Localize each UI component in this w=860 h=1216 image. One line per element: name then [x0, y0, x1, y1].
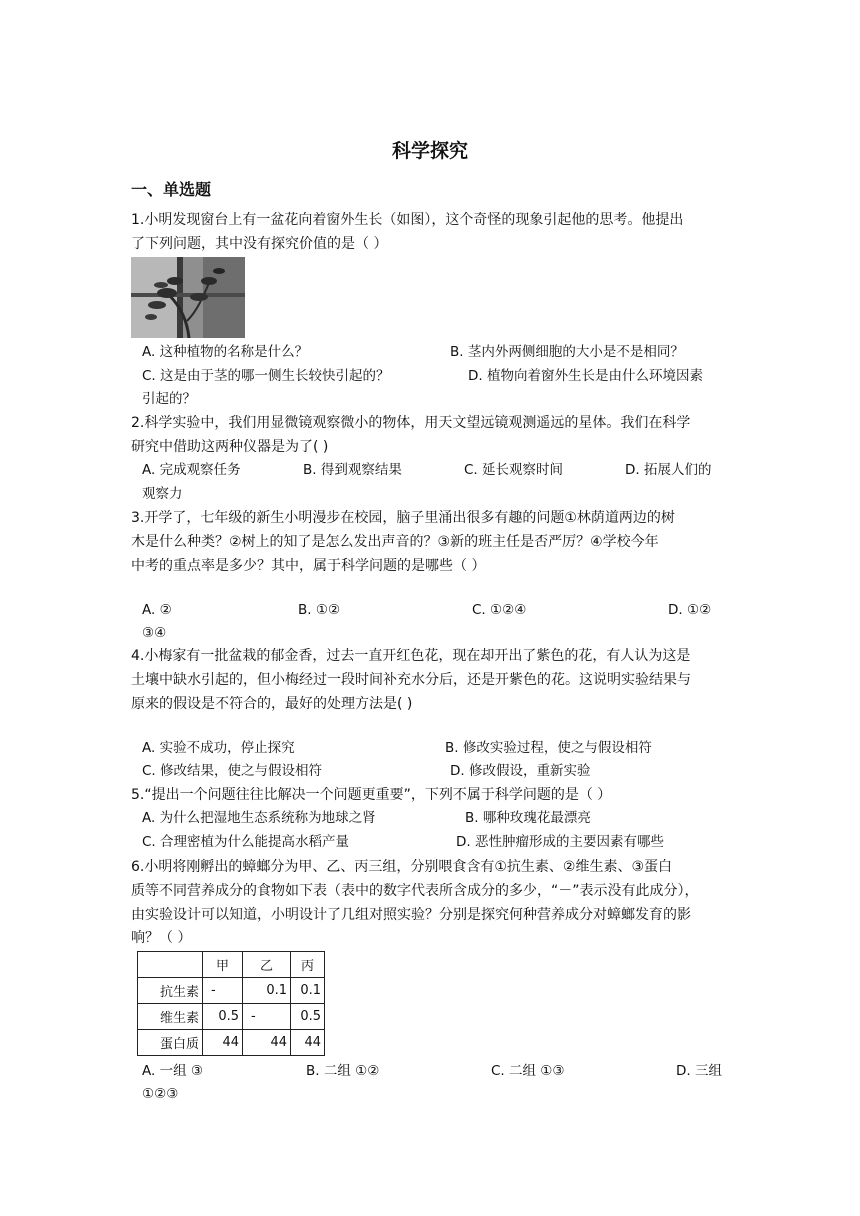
q2-option-c[interactable]: C. 延长观察时间 — [464, 462, 564, 478]
q3-stem-line2: 木是什么种类？②树上的知了是怎么发出声音的？③新的班主任是否严厉？④学校今年 — [131, 534, 659, 550]
q3-stem-line1: 3.开学了，七年级的新生小明漫步在校园，脑子里涌出很多有趣的问题①林荫道两边的树 — [131, 510, 675, 526]
table-row — [138, 1004, 325, 1030]
q5-option-c[interactable]: C. 合理密植为什么能提高水稻产量 — [142, 834, 350, 850]
table-header-row — [138, 952, 325, 978]
table-cell: 0.5 — [291, 1004, 325, 1030]
table-cell: 44 — [203, 1030, 243, 1056]
q2-option-d[interactable]: D. 拓展人们的 — [625, 462, 712, 478]
q3-option-d[interactable]: D. ①② — [668, 602, 712, 618]
section-heading: 一、单选题 — [131, 180, 212, 199]
table-cell: 蛋白质 — [138, 1030, 203, 1056]
table-cell: 0.1 — [291, 978, 325, 1004]
q4-stem-line2: 土壤中缺水引起的，但小梅经过一段时间补充水分后，还是开紫色的花。这说明实验结果与 — [131, 672, 691, 688]
q2-option-b[interactable]: B. 得到观察结果 — [303, 462, 402, 478]
table-header-cell: 甲 — [203, 952, 243, 978]
q4-stem-line3: 原来的假设是不符合的，最好的处理方法是( ) — [131, 696, 413, 712]
q6-stem-line2: 质等不同营养成分的食物如下表（表中的数字代表所含成分的多少，“－”表示没有此成分）， — [131, 883, 699, 899]
q4-option-b[interactable]: B. 修改实验过程，使之与假设相符 — [445, 740, 652, 756]
q6-option-a[interactable]: A. 一组 ③ — [142, 1063, 203, 1079]
q4-option-c[interactable]: C. 修改结果，使之与假设相符 — [142, 763, 323, 779]
q6-option-d[interactable]: D. 三组 — [676, 1063, 722, 1079]
table-row — [138, 1030, 325, 1056]
q1-stem-line1: 1.小明发现窗台上有一盆花向着窗外生长（如图），这个奇怪的现象引起他的思考。他提出 — [131, 212, 684, 228]
q1-option-a[interactable]: A. 这种植物的名称是什么？ — [142, 344, 309, 360]
table-header-cell: 丙 — [291, 952, 325, 978]
q1-option-d-cont: 引起的？ — [142, 391, 196, 407]
q6-option-c[interactable]: C. 二组 ①③ — [491, 1063, 565, 1079]
table-row — [138, 978, 325, 1004]
q1-option-d[interactable]: D. 植物向着窗外生长是由什么环境因素 — [468, 368, 703, 384]
q6-option-b[interactable]: B. 二组 ①② — [306, 1063, 380, 1079]
q5-option-d[interactable]: D. 恶性肿瘤形成的主要因素有哪些 — [456, 834, 664, 850]
plant-window-photo — [131, 257, 245, 338]
q6-stem-line4: 响？（ ） — [131, 930, 192, 946]
table-cell: 0.1 — [243, 978, 291, 1004]
q5-stem-line1: 5.“提出一个问题往往比解决一个问题更重要”，下列不属于科学问题的是（ ） — [131, 787, 612, 803]
table-header-cell: 乙 — [243, 952, 291, 978]
q3-option-b[interactable]: B. ①② — [298, 602, 341, 618]
q2-stem-line2: 研究中借助这两种仪器是为了( ) — [131, 439, 329, 455]
table-cell: 44 — [243, 1030, 291, 1056]
page-title: 科学探究 — [391, 140, 468, 162]
q5-option-a[interactable]: A. 为什么把湿地生态系统称为地球之肾 — [142, 810, 376, 826]
table-cell: 44 — [291, 1030, 325, 1056]
q1-stem-line2: 了下列问题，其中没有探究价值的是（ ） — [131, 236, 388, 252]
table-header-cell — [138, 952, 203, 978]
q1-option-c[interactable]: C. 这是由于茎的哪一侧生长较快引起的？ — [142, 368, 390, 384]
q6-stem-line1: 6.小明将刚孵出的蟑螂分为甲、乙、丙三组，分别喂食含有①抗生素、②维生素、③蛋白 — [131, 859, 673, 875]
nutrition-table — [137, 951, 325, 1056]
q1-option-b[interactable]: B. 茎内外两侧细胞的大小是不是相同？ — [450, 344, 684, 360]
table-cell: - — [203, 978, 243, 1004]
q2-option-a[interactable]: A. 完成观察任务 — [142, 462, 241, 478]
q3-option-c[interactable]: C. ①②④ — [472, 602, 527, 618]
table-cell: 0.5 — [203, 1004, 243, 1030]
q2-stem-line1: 2.科学实验中，我们用显微镜观察微小的物体，用天文望远镜观测遥远的星体。我们在科学 — [131, 415, 691, 431]
table-cell: - — [243, 1004, 291, 1030]
table-cell: 维生素 — [138, 1004, 203, 1030]
q4-option-d[interactable]: D. 修改假设，重新实验 — [450, 763, 591, 779]
table-cell: 抗生素 — [138, 978, 203, 1004]
q6-option-d-cont: ①②③ — [142, 1086, 179, 1102]
q3-option-a[interactable]: A. ② — [142, 602, 172, 618]
q4-option-a[interactable]: A. 实验不成功，停止探究 — [142, 740, 295, 756]
q4-stem-line1: 4.小梅家有一批盆栽的郁金香，过去一直开红色花，现在却开出了紫色的花，有人认为这是 — [131, 648, 691, 664]
q3-option-d-cont: ③④ — [142, 625, 167, 641]
q3-stem-line3: 中考的重点率是多少？其中，属于科学问题的是哪些（ ） — [131, 558, 486, 574]
q6-stem-line3: 由实验设计可以知道，小明设计了几组对照实验？分别是探究何种营养成分对蟑螂发育的影 — [131, 907, 691, 923]
q2-option-d-cont: 观察力 — [142, 486, 183, 502]
q5-option-b[interactable]: B. 哪种玫瑰花最漂亮 — [465, 810, 591, 826]
